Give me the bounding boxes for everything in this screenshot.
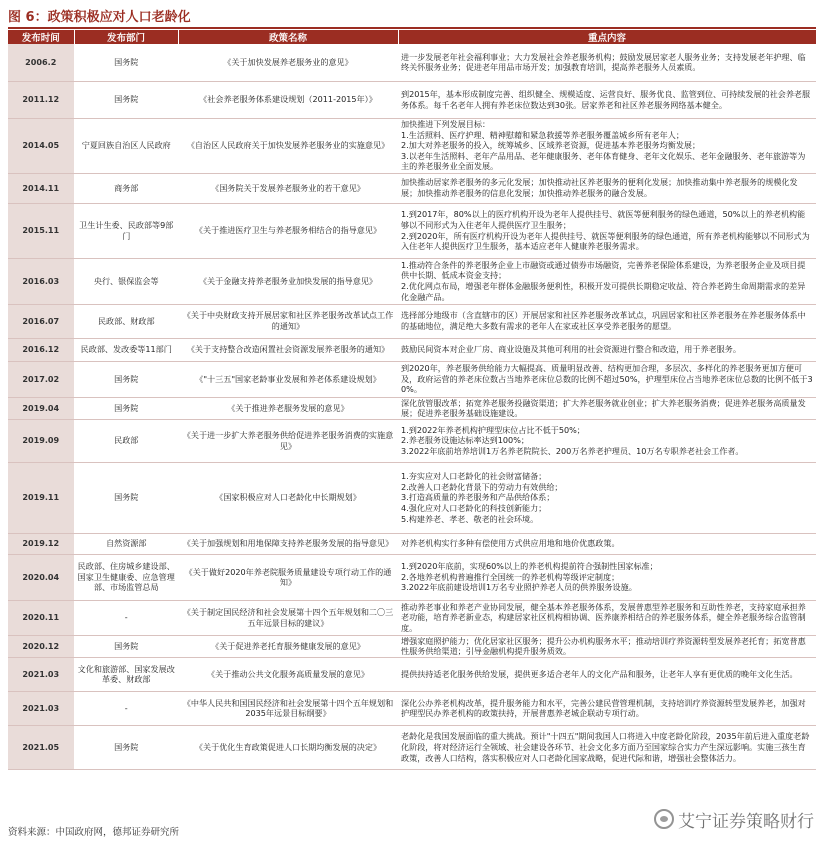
cell-content [398, 173, 816, 203]
table-row [8, 258, 816, 304]
table-row [8, 361, 816, 397]
cell-content [398, 533, 816, 554]
content-line: 2.加大对养老服务的投入，统筹城乡、区域养老资源，促进基本养老服务均衡发展； [401, 140, 701, 151]
table-row [8, 397, 816, 419]
content-line: 提供扶持适老化服务供给发展，提供更多适合老年人的文化产品和服务，让老年人享有更优质的晚年文化生活。 [401, 669, 798, 680]
cell-dept: 央行、银保监会等 [74, 258, 178, 304]
cell-date: 2014.11 [8, 173, 74, 203]
content-line: 2.养老服务设施达标率达到100%； [401, 435, 529, 446]
cell-date: 2019.09 [8, 419, 74, 462]
cell-content [398, 361, 816, 397]
content-line: 2.各地养老机构普遍推行全国统一的养老机构等级评定制度； [401, 571, 620, 582]
cell-dept: 国务院 [74, 725, 178, 769]
cell-policy-name: 《关于金融支持养老服务业加快发展的指导意见》 [178, 258, 398, 304]
cell-content [398, 338, 816, 361]
table-row [8, 554, 816, 600]
cell-content [398, 203, 816, 258]
cell-dept: 国务院 [74, 361, 178, 397]
table-row [8, 533, 816, 554]
cell-dept: 国务院 [74, 44, 178, 81]
table-row [8, 81, 816, 118]
cell-dept: 民政部、住房城乡建设部、国家卫生健康委、应急管理部、市场监管总局 [74, 554, 178, 600]
title-rule [8, 27, 816, 29]
content-line: 3.打造高质量的养老服务和产品供给体系； [401, 492, 555, 503]
cell-content [398, 691, 816, 725]
header-content: 重点内容 [398, 30, 816, 44]
cell-policy-name: 《国务院关于发展养老服务业的若干意见》 [178, 173, 398, 203]
table-body [8, 44, 816, 769]
content-line: 加快推进下列发展目标： [401, 119, 491, 130]
content-line: 1.生活照料、医疗护理、精神慰藉和紧急救援等养老服务覆盖城乡所有老年人； [401, 129, 684, 140]
content-line: 4.强化应对人口老龄化的科技创新能力； [401, 502, 547, 513]
table-row [8, 725, 816, 769]
cell-dept: 国务院 [74, 81, 178, 118]
cell-policy-name: 《关于加强规划和用地保障支持养老服务发展的指导意见》 [178, 533, 398, 554]
cell-date: 2014.05 [8, 118, 74, 173]
content-line: 1.到2017年，80%以上的医疗机构开设为老年人提供挂号、就医等便利服务的绿色通道，50%以上的养老机构能够以不同形式为入住老年人提供医疗卫生服务； [401, 209, 806, 230]
cell-date: 2021.03 [8, 691, 74, 725]
cell-content [398, 419, 816, 462]
cell-policy-name: 《关于优化生育政策促进人口长期均衡发展的决定》 [178, 725, 398, 769]
table-row [8, 173, 816, 203]
content-line: 老龄化是我国发展面临的重大挑战。预计"十四五"期间我国人口将进入中度老龄化阶段，2035年前后进入重度老龄化阶段，将对经济运行全领域、社会建设各环节、社会文化多方面乃至国家综合实力产生深远影响。实施三孩生育政策，改善人口结构，落实积极应对人口老龄化国家战略，促进代际和谐，增强社会整体活力。 [401, 731, 810, 763]
table-row [8, 657, 816, 691]
cell-date: 2020.12 [8, 635, 74, 657]
cell-date: 2011.12 [8, 81, 74, 118]
table-row [8, 203, 816, 258]
cell-dept: 国务院 [74, 635, 178, 657]
cell-date: 2016.07 [8, 304, 74, 338]
content-line: 5.构建养老、孝老、敬老的社会环境。 [401, 513, 539, 524]
cell-date: 2006.2 [8, 44, 74, 81]
cell-dept: 民政部、发改委等11部门 [74, 338, 178, 361]
table-row [8, 635, 816, 657]
content-line: 增强家庭照护能力；优化居家社区服务；提升公办机构服务水平；推动培训疗养资源转型发展养老托育；拓宽普惠性服务供给渠道；引导金融机构提升服务质效。 [401, 635, 806, 657]
content-line: 到2015年，基本形成制度完善、组织健全、规模适度、运营良好、服务优良、监管到位、可持续发展的社会养老服务体系。每千名老年人拥有养老床位数达到30张。居家养老和社区养老服务网络基本健全。 [401, 88, 811, 110]
table-row [8, 691, 816, 725]
content-line: 2.优化网点布局，增强老年群体金融服务便利性，积极开发可提供长期稳定收益、符合养老跨生命周期需求的差异化金融产品。 [401, 281, 806, 302]
cell-content [398, 304, 816, 338]
cell-content [398, 397, 816, 419]
cell-policy-name: 《关于加快发展养老服务业的意见》 [178, 44, 398, 81]
cell-date: 2021.05 [8, 725, 74, 769]
cell-date: 2016.03 [8, 258, 74, 304]
cell-date: 2020.04 [8, 554, 74, 600]
cell-content [398, 657, 816, 691]
content-line: 1.推动符合条件的养老服务企业上市融资或通过债券市场融资，完善养老保险体系建设，为养老服务企业及项目提供中长期、低成本资金支持； [401, 259, 806, 281]
content-line: 加快推动居家养老服务的多元化发展；加快推动社区养老服务的便利化发展；加快推动集中养老服务的规模化发展；加快推动养老服务的信息化发展；加快推动养老服务的融合发展。 [401, 177, 798, 198]
watermark-text: 艾宁证券策略财行 [678, 811, 814, 832]
cell-policy-name: 《关于支持整合改造闲置社会资源发展养老服务的通知》 [178, 338, 398, 361]
cell-dept: 卫生计生委、民政部等9部门 [74, 203, 178, 258]
cell-content [398, 635, 816, 657]
cell-dept: 国务院 [74, 397, 178, 419]
cell-policy-name: 《关于中央财政支持开展居家和社区养老服务改革试点工作的通知》 [178, 304, 398, 338]
content-line: 对养老机构实行多种有偿使用方式供应用地和地价优惠政策。 [401, 538, 620, 549]
cell-dept: 国务院 [74, 462, 178, 533]
cell-policy-name: 《关于推进养老服务发展的意见》 [178, 397, 398, 419]
cell-date: 2017.02 [8, 361, 74, 397]
cell-date: 2020.11 [8, 600, 74, 635]
content-line: 3.2022年底前建设培训1万名专业照护养老人员的供养服务设施。 [401, 582, 637, 593]
cell-content [398, 462, 816, 533]
cell-date: 2019.12 [8, 533, 74, 554]
watermark [654, 804, 814, 834]
header-date: 发布时间 [8, 30, 74, 44]
cell-policy-name: 《关于推动公共文化服务高质量发展的意见》 [178, 657, 398, 691]
table-header-row [8, 30, 816, 44]
cell-policy-name: 《社会养老服务体系建设规划（2011-2015年）》 [178, 81, 398, 118]
content-line: 深化放管服改革；拓宽养老服务投融资渠道；扩大养老服务就业创业；扩大养老服务消费；促进养老服务高质量发展；促进养老服务基础设施建设。 [401, 397, 806, 419]
cell-content [398, 44, 816, 81]
table-row [8, 419, 816, 462]
cell-policy-name: 《关于推进医疗卫生与养老服务相结合的指导意见》 [178, 203, 398, 258]
cell-content [398, 258, 816, 304]
content-line: 2.到2020年，所有医疗机构开设为老年人提供挂号、就医等便利服务的绿色通道，所有养老机构能够以不同形式为入住老年人提供医疗卫生服务，基本适应老年人健康养老服务需求。 [401, 230, 810, 252]
cell-dept: 商务部 [74, 173, 178, 203]
cell-date: 2019.04 [8, 397, 74, 419]
content-line: 到2020年，养老服务供给能力大幅提高、质量明显改善、结构更加合理，多层次、多样化的养老服务更加方便可及，政府运营的养老床位数占当地养老床位总数的比例不超过50%，护理型床位占当地养老床位总数的比例不低于30%。 [401, 363, 813, 395]
cell-dept: - [74, 600, 178, 635]
table-row [8, 338, 816, 361]
cell-dept: 自然资源部 [74, 533, 178, 554]
content-line: 1.到2020年底前，实现60%以上的养老机构提前符合强制性国家标准； [401, 561, 658, 572]
table-row [8, 118, 816, 173]
cell-dept: - [74, 691, 178, 725]
cell-policy-name: 《关于制定国民经济和社会发展第十四个五年规划和二〇三五年远景目标的建议》 [178, 600, 398, 635]
cell-date: 2015.11 [8, 203, 74, 258]
content-line: 2.改善人口老龄化背景下的劳动力有效供给； [401, 481, 563, 492]
table-row [8, 44, 816, 81]
content-line: 鼓励民间资本对企业厂房、商业设施及其他可利用的社会资源进行整合和改造，用于养老服务。 [401, 344, 741, 355]
table-row [8, 304, 816, 338]
cell-policy-name: 《"十三五"国家老龄事业发展和养老体系建设规划》 [178, 361, 398, 397]
source-note: 资料来源：中国政府网，德邦证券研究所 [8, 827, 180, 838]
cell-content [398, 118, 816, 173]
figure-title: 图 6：政策积极应对人口老龄化 [8, 10, 191, 25]
cell-content [398, 554, 816, 600]
header-name: 政策名称 [178, 30, 398, 44]
content-line: 进一步发展老年社会福利事业；大力发展社会养老服务机构；鼓励发展居家老人服务业务；支持发展老年护理、临终关怀服务业务；促进老年用品市场开发；加强教育培训，提高养老服务人员素质。 [401, 51, 806, 73]
cell-content [398, 725, 816, 769]
cell-policy-name: 《关于促进养老托育服务健康发展的意见》 [178, 635, 398, 657]
cell-dept: 民政部 [74, 419, 178, 462]
cell-date: 2019.11 [8, 462, 74, 533]
content-line: 1.到2022年养老机构护理型床位占比不低于50%； [401, 424, 585, 435]
content-line: 推动养老事业和养老产业协同发展，健全基本养老服务体系，发展普惠型养老服务和互助性养老，支持家庭承担养老功能，培育养老新业态，构建居家社区机构相协调、医养康养相结合的养老服务体系，健全养老服务综合监管制度。 [401, 601, 806, 633]
cell-dept: 宁夏回族自治区人民政府 [74, 118, 178, 173]
content-line: 选择部分地级市（含直辖市的区）开展居家和社区养老服务改革试点，巩固居家和社区养老服务在养老服务体系中的基础地位，满足绝大多数有需求的老年人在家或社区享受养老服务的愿望。 [401, 310, 806, 331]
cell-dept: 民政部、财政部 [74, 304, 178, 338]
cell-policy-name: 《中华人民共和国国民经济和社会发展第十四个五年规划和2035年远景目标纲要》 [178, 691, 398, 725]
cell-content [398, 81, 816, 118]
cell-date: 2016.12 [8, 338, 74, 361]
cell-date: 2021.03 [8, 657, 74, 691]
content-line: 3.2022年底前培养培训1万名养老院院长、200万名养老护理员、10万名专职养老社会工作者。 [401, 445, 744, 456]
cell-policy-name: 《关于进一步扩大养老服务供给促进养老服务消费的实施意见》 [178, 419, 398, 462]
content-line: 3.以老年生活照料、老年产品用品、老年健康服务、老年体育健身、老年文化娱乐、老年金融服务、老年旅游等为主的养老服务业全面发展。 [401, 150, 806, 172]
content-line: 1.夯实应对人口老龄化的社会财富储备； [401, 471, 547, 482]
content-line: 深化公办养老机构改革，提升服务能力和水平，完善公建民营管理机制，支持培训疗养资源转型发展养老，加强对护理型民办养老机构的政策扶持，开展普惠养老城企联动专项行动。 [401, 697, 806, 719]
cell-dept: 文化和旅游部、国家发展改革委、财政部 [74, 657, 178, 691]
cell-policy-name: 《关于做好2020年养老院服务质量建设专项行动工作的通知》 [178, 554, 398, 600]
policy-table [8, 30, 817, 770]
wechat-icon [654, 809, 674, 829]
table-row [8, 600, 816, 635]
header-dept: 发布部门 [74, 30, 178, 44]
cell-policy-name: 《国家积极应对人口老龄化中长期规划》 [178, 462, 398, 533]
cell-content [398, 600, 816, 635]
table-row [8, 462, 816, 533]
cell-policy-name: 《自治区人民政府关于加快发展养老服务业的实施意见》 [178, 118, 398, 173]
